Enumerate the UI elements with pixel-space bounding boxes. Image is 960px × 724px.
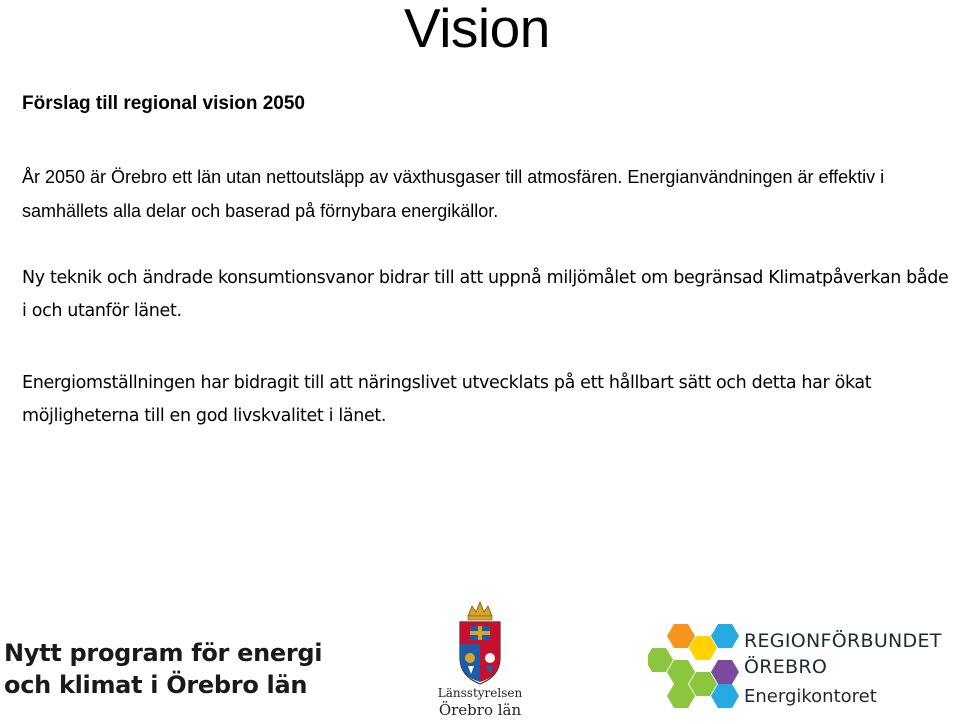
program-logo-text [4,637,322,701]
lansstyrelsen-line-1: Länsstyrelsen [437,686,523,700]
lansstyrelsen-logo [437,600,523,724]
paragraph-1: År 2050 är Örebro ett län utan nettoutsläpp av växthusgaser till atmosfären. Energianvändningen är effektiv i samhällets alla delar och baserad på förnybara energikällor. [22,167,885,221]
region-line-3: Energikontoret [744,686,877,707]
lansstyrelsen-line-2: Örebro län [438,701,522,719]
region-line-2: ÖREBRO [744,656,828,678]
regionforbundet-logo-text [744,628,942,710]
energikontoret-hexagon-icon [648,620,740,716]
program-line-2: och klimat i Örebro län [4,671,308,699]
region-line-1: REGIONFÖRBUNDET [744,630,942,652]
paragraph-2: Ny teknik och ändrade konsumtionsvanor bidrar till att uppnå miljömålet om begränsad Klimatpåverkan både i och utanför länet. [22,268,949,321]
paragraph-3: Energiomställningen har bidragit till att näringslivet utvecklats på ett hållbart sätt och detta har ökat möjligheterna till en god livskvalitet i länet. [22,373,872,426]
subtitle: Förslag till regional vision 2050 [22,93,305,114]
page-title: Vision [404,0,550,59]
program-line-1: Nytt program för energi [4,639,323,667]
coat-of-arms-icon [448,600,512,686]
